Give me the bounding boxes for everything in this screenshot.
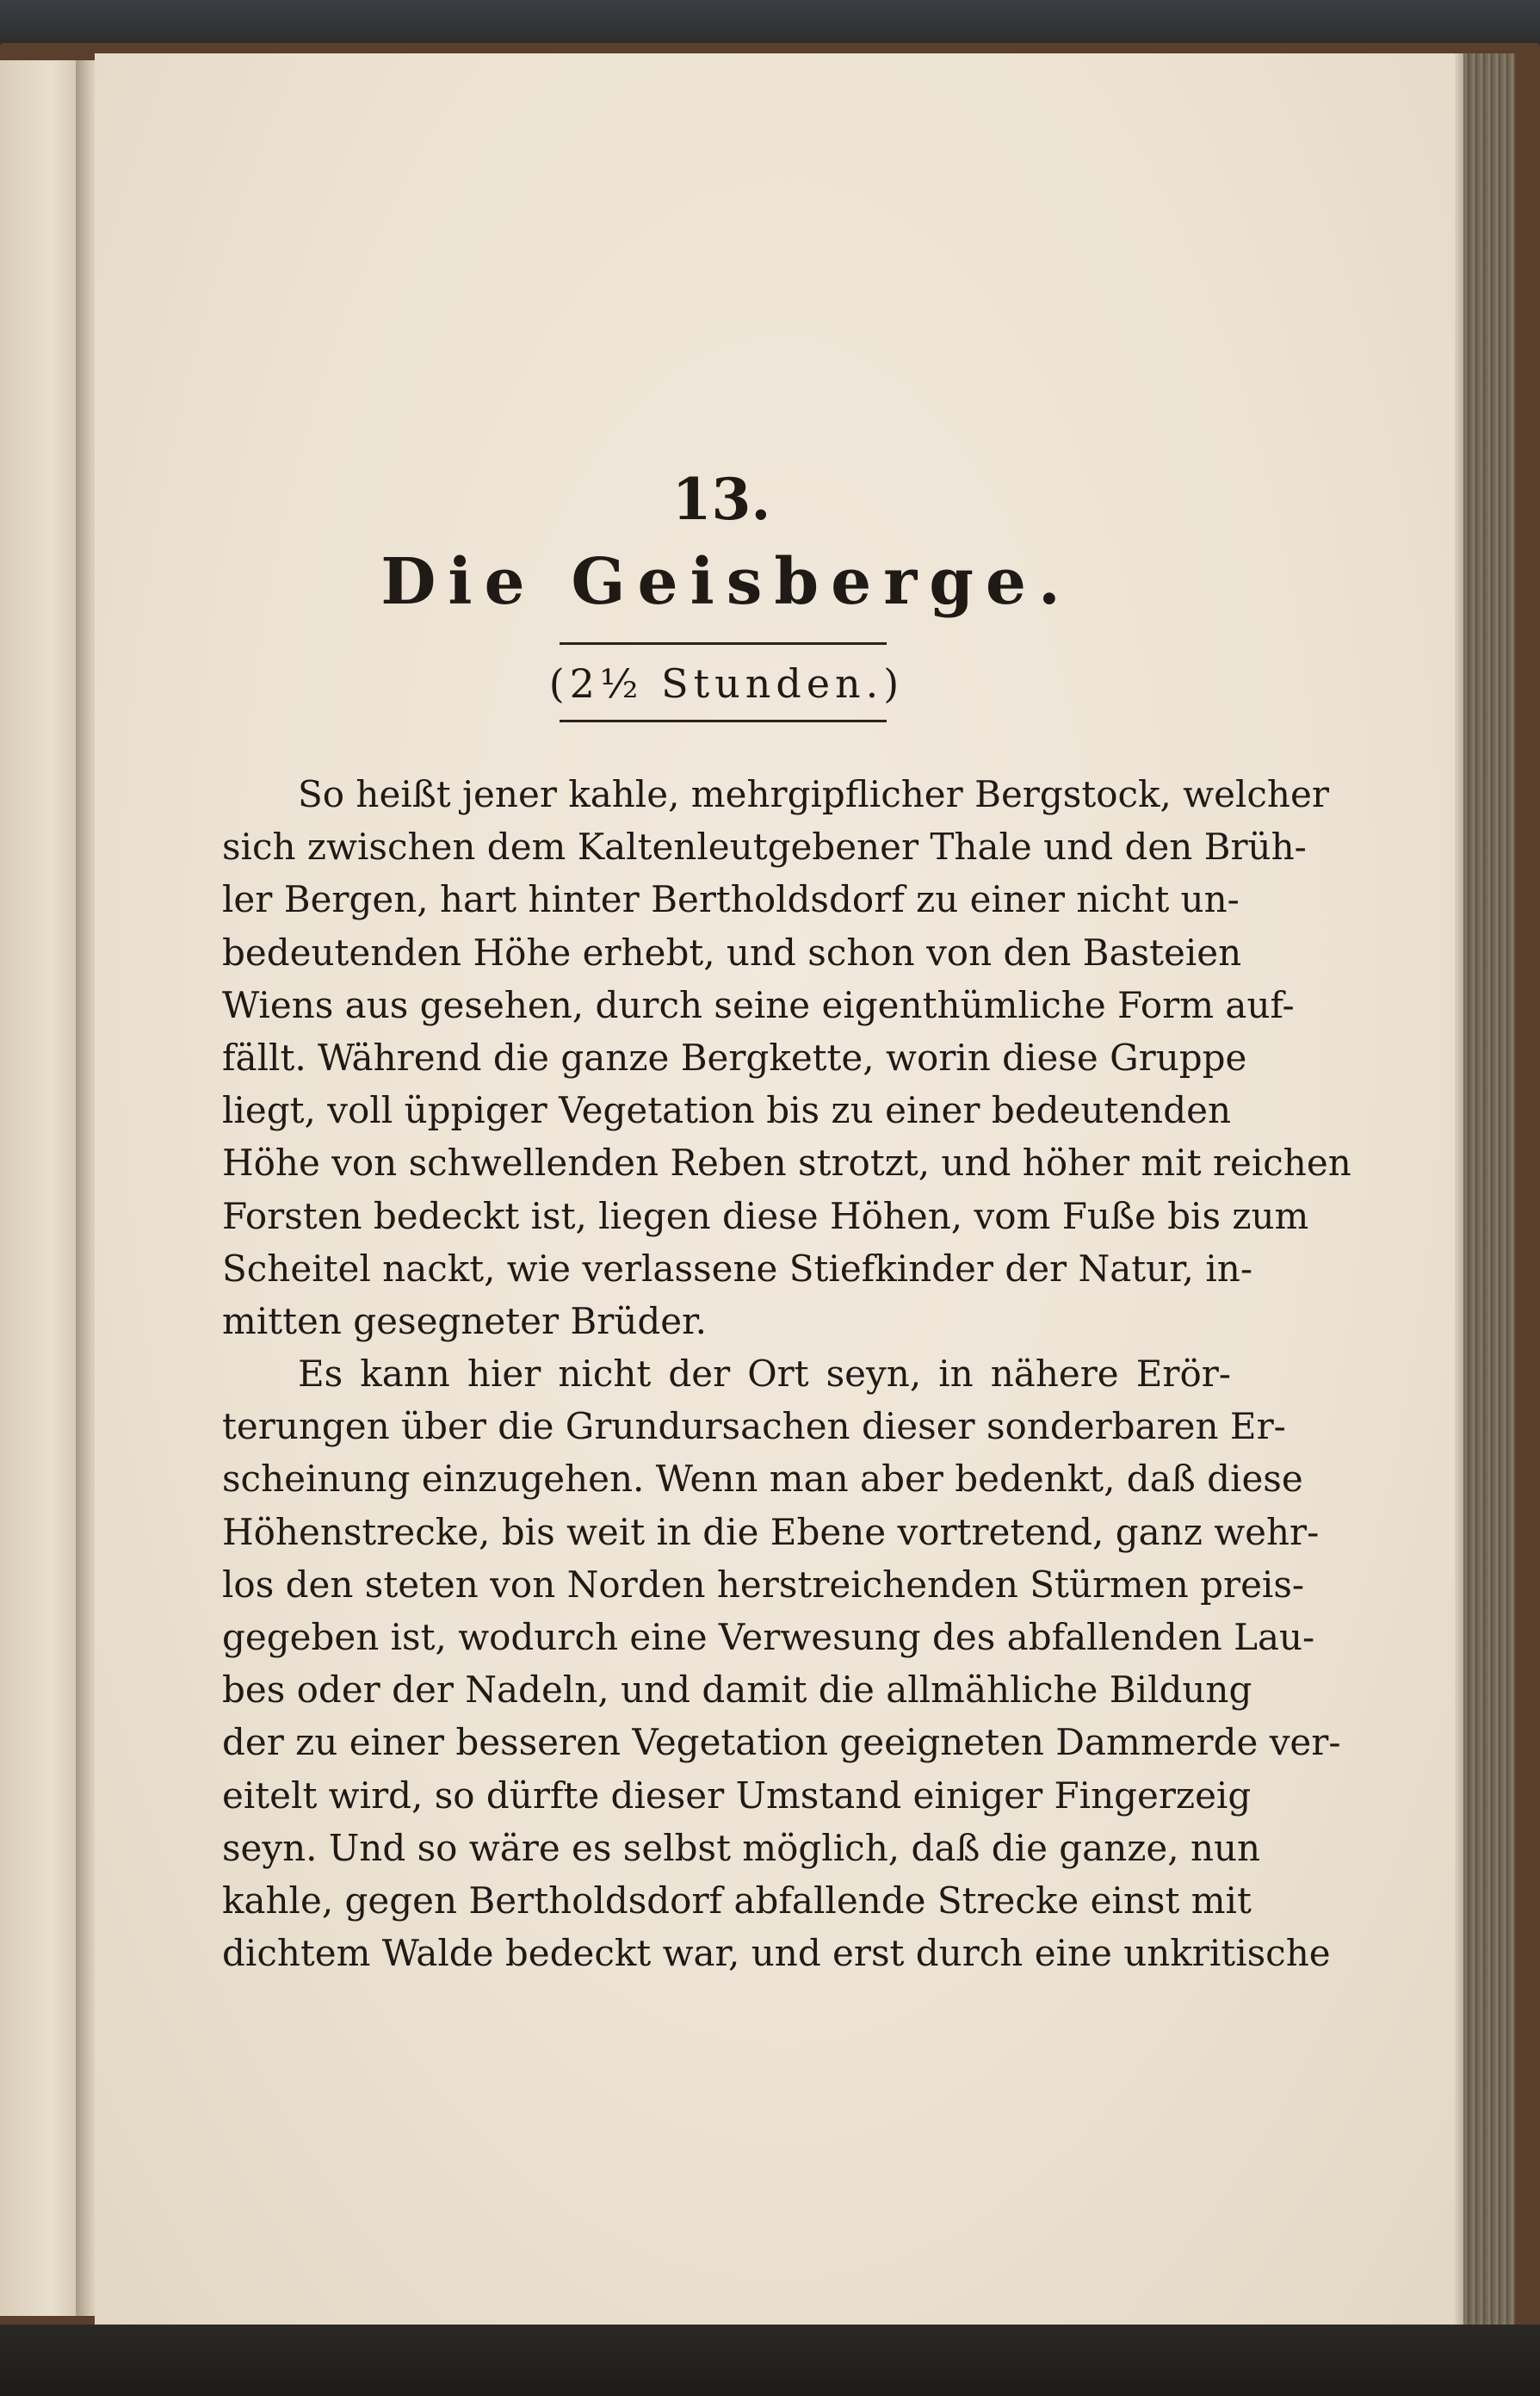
paragraph-1 — [222, 768, 1351, 1347]
body-text — [222, 768, 1351, 1979]
page-block-edges — [1463, 53, 1515, 2326]
text-line: bedeutenden Höhe erhebt, und schon von den Basteien — [222, 931, 1242, 974]
text-line: dichtem Walde bedeckt war, und erst durch eine unkritische — [222, 1932, 1331, 1975]
text-line: Scheitel nackt, wie verlassene Stiefkinder der Natur, in- — [222, 1247, 1253, 1290]
text-line: scheinung einzugehen. Wenn man aber bedenkt, daß diese — [222, 1458, 1303, 1501]
chapter-subtitle: (2½ Stunden.) — [548, 660, 905, 707]
text-line: fällt. Während die ganze Bergkette, worin diese Gruppe — [222, 1036, 1247, 1079]
text-line: Höhenstrecke, bis weit in die Ebene vortretend, ganz wehr- — [222, 1510, 1320, 1553]
text-line: kahle, gegen Bertholdsdorf abfallende Strecke einst mit — [222, 1879, 1252, 1922]
text-line: eitelt wird, so dürfte dieser Umstand einiger Fingerzeig — [222, 1774, 1252, 1817]
text-line: mitten gesegneter Brüder. — [222, 1299, 707, 1342]
text-line: So heißt jener kahle, mehrgipflicher Bergstock, welcher — [298, 773, 1329, 815]
text-line: ler Bergen, hart hinter Bertholdsdorf zu einer nicht un- — [222, 878, 1240, 921]
divider-rule-bottom — [560, 720, 887, 722]
text-line: terungen über die Grundursachen dieser sonderbaren Er- — [222, 1405, 1286, 1448]
text-line: liegt, voll üppiger Vegetation bis zu einer bedeutenden — [222, 1089, 1231, 1132]
text-line: Höhe von schwellenden Reben strotzt, und höher mit reichen — [222, 1142, 1351, 1185]
text-line: seyn. Und so wäre es selbst möglich, daß die ganze, nun — [222, 1826, 1261, 1869]
text-line: Forsten bedeckt ist, liegen diese Höhen, vom Fuße bis zum — [222, 1194, 1309, 1237]
text-line: der zu einer besseren Vegetation geeigneten Dammerde ver- — [222, 1721, 1341, 1764]
text-line: Es kann hier nicht der Ort seyn, in nähere Erör- — [298, 1353, 1231, 1396]
background-bottom — [0, 2325, 1540, 2396]
chapter-title: Die Geisberge. — [380, 545, 1073, 619]
text-line: bes oder der Nadeln, und damit die allmähliche Bildung — [222, 1669, 1252, 1712]
text-line: los den steten von Norden herstreichenden Stürmen preis- — [222, 1563, 1305, 1606]
text-line: Wiens aus gesehen, durch seine eigenthümliche Form auf- — [222, 983, 1295, 1026]
divider-rule-top — [560, 642, 887, 645]
paragraph-2 — [222, 1347, 1341, 1979]
text-line: gegeben ist, wodurch eine Verwesung des abfallenden Lau- — [222, 1616, 1315, 1658]
previous-page-edge — [0, 60, 86, 2316]
chapter-number: 13. — [671, 466, 771, 533]
text-line: sich zwischen dem Kaltenleutgebener Thale und den Brüh- — [222, 826, 1307, 869]
